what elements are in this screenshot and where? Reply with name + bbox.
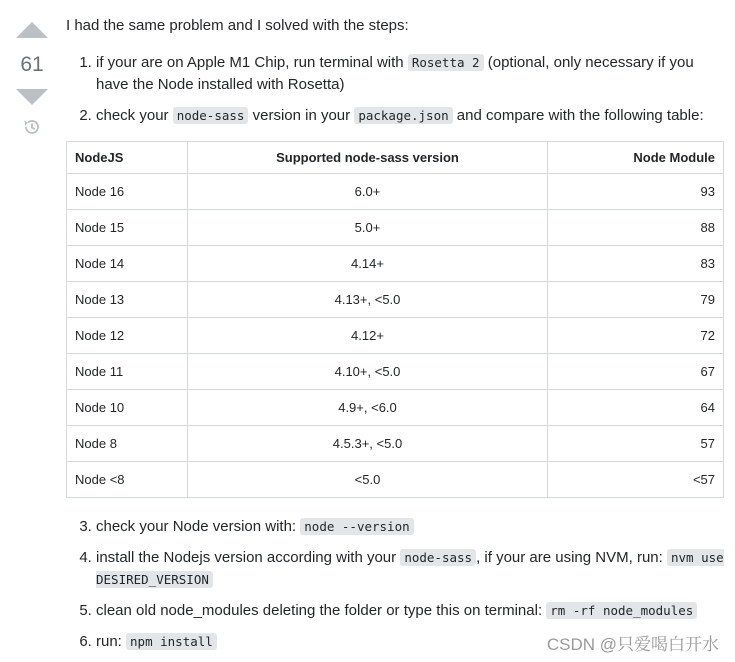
history-icon[interactable]	[22, 117, 42, 137]
table-row	[67, 318, 724, 354]
table-cell: 4.14+	[188, 246, 548, 282]
table-row	[67, 246, 724, 282]
steps-list-a	[66, 52, 728, 498]
table-cell: 67	[548, 354, 724, 390]
table-cell: 64	[548, 390, 724, 426]
inline-code: nvm use DESIRED_VERSION	[96, 550, 724, 587]
downvote-arrow-icon[interactable]	[16, 89, 48, 105]
inline-code: npm install	[126, 633, 217, 650]
inline-code: node --version	[300, 518, 413, 535]
watermark: CSDN @只爱喝白开水	[546, 635, 719, 654]
answer-intro: I had the same problem and I solved with the steps:	[66, 17, 409, 34]
table-cell: 57	[548, 426, 724, 462]
step-item: 4. install the Nodejs version according with your node-sass , if your are using NVM, run: nvm use DESIRED_VERSION	[96, 547, 728, 591]
upvote-arrow-icon[interactable]	[16, 22, 48, 38]
table-header: Node Module	[548, 142, 724, 174]
table-cell: Node 8	[67, 426, 188, 462]
table-cell: 6.0+	[188, 174, 548, 210]
step-item: 2. check your node-sass version in your package.json and compare with the following table: NodeJS Supported node-sass version Node Module Node 16 6.0+ 93 Node 15 5.0+ 88 Node 14 4.14+ 83 Node 13 4.13+, <5.0 79 Node 12 4.12+ 72 Node 11 4.10+, <5.0 67 Node 10 4.9+, <6.0 64 Node 8 4.5.3+, <5.0 57 Node <8 <5.0 <57	[96, 105, 728, 498]
table-cell: 4.13+, <5.0	[188, 282, 548, 318]
inline-code: node-sass	[173, 107, 249, 124]
inline-code: Rosetta 2	[408, 54, 484, 71]
inline-code: node-sass	[400, 549, 476, 566]
table-row	[67, 354, 724, 390]
table-cell: 4.5.3+, <5.0	[188, 426, 548, 462]
compatibility-table	[66, 141, 724, 498]
table-cell: Node 14	[67, 246, 188, 282]
table-cell: Node <8	[67, 462, 188, 498]
step-item: 5. clean old node_modules deleting the folder or type this on terminal: rm -rf node_modules	[96, 600, 728, 622]
inline-code: rm -rf node_modules	[546, 602, 697, 619]
table-header: NodeJS	[67, 142, 188, 174]
table-row	[67, 462, 724, 498]
table-header: Supported node-sass version	[188, 142, 548, 174]
table-row	[67, 282, 724, 318]
inline-code: package.json	[354, 107, 452, 124]
answer-body	[66, 15, 728, 662]
vote-panel	[12, 22, 52, 137]
table-cell: 72	[548, 318, 724, 354]
table-row	[67, 210, 724, 246]
table-cell: 5.0+	[188, 210, 548, 246]
table-row	[67, 426, 724, 462]
table-cell: 79	[548, 282, 724, 318]
table-cell: 88	[548, 210, 724, 246]
table-cell: Node 12	[67, 318, 188, 354]
table-cell: Node 16	[67, 174, 188, 210]
table-cell: <57	[548, 462, 724, 498]
table-cell: 83	[548, 246, 724, 282]
table-cell: Node 13	[67, 282, 188, 318]
table-cell: 93	[548, 174, 724, 210]
step-item: 1. if your are on Apple M1 Chip, run terminal with Rosetta 2 (optional, only necessary if you have the Node installed with Rosetta)	[96, 52, 728, 96]
table-row	[67, 390, 724, 426]
table-cell: Node 10	[67, 390, 188, 426]
table-cell: Node 11	[67, 354, 188, 390]
table-row	[67, 174, 724, 210]
table-cell: 4.12+	[188, 318, 548, 354]
table-cell: 4.9+, <6.0	[188, 390, 548, 426]
table-header-row	[67, 142, 724, 174]
step-item: 6. run: npm install	[96, 631, 728, 653]
vote-score: 61	[20, 53, 44, 76]
table-cell: <5.0	[188, 462, 548, 498]
table-cell: Node 15	[67, 210, 188, 246]
step-item: 3. check your Node version with: node --version	[96, 516, 728, 538]
table-cell: 4.10+, <5.0	[188, 354, 548, 390]
